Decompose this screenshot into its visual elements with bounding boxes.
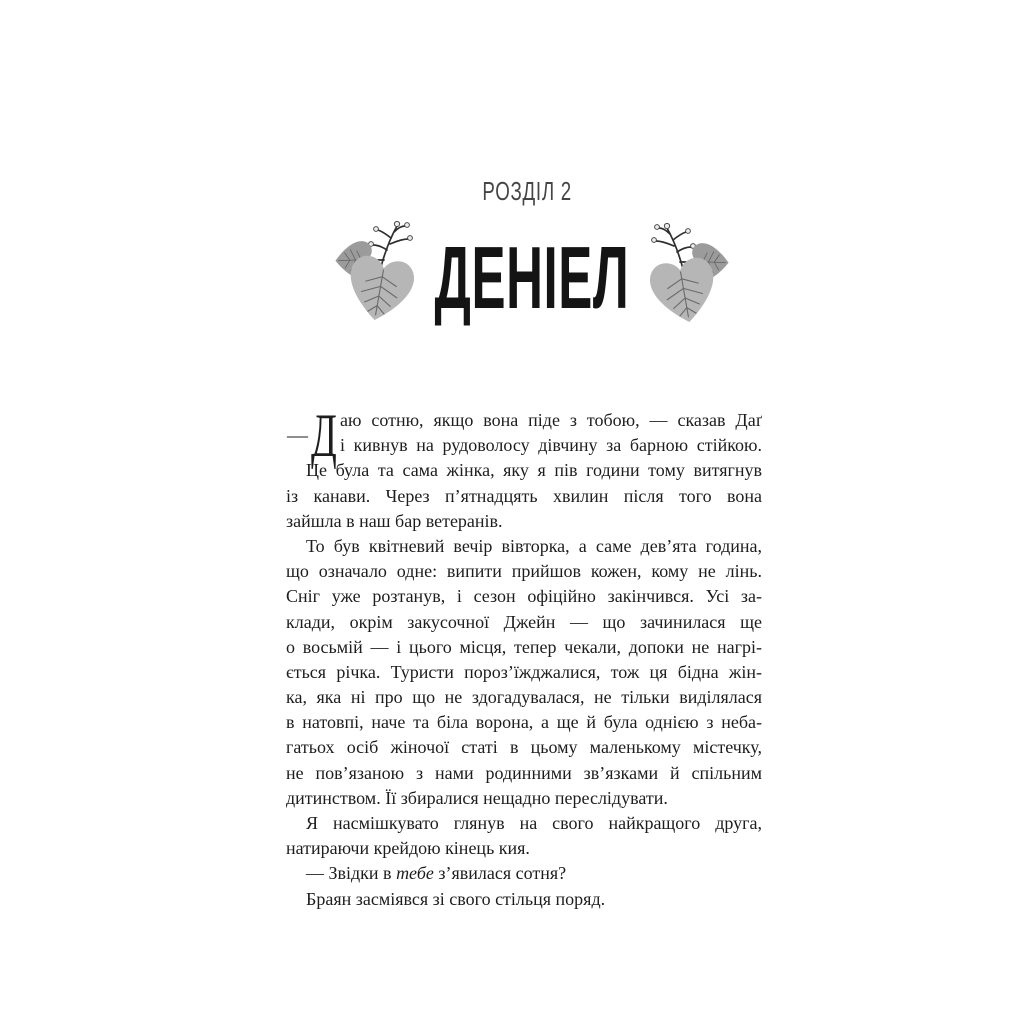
text-line: ється річка. Туристи пороз’їжджалися, тож ця бідна жін-	[286, 661, 762, 682]
chapter-title-label: ДЕНІЕЛ	[434, 228, 630, 327]
leaf-ornament-right-icon	[633, 220, 737, 330]
text-line: Я насмішкувато глянув на свого найкращого друга,	[306, 813, 762, 833]
text-line: із канави. Через п’ятнадцять хвилин після того вона	[286, 485, 762, 506]
text-line: аю сотню, якщо вона піде з тобою, — сказав Даґ	[340, 410, 762, 430]
text-line: — Звідки в тебе з’явилася сотня?	[306, 863, 567, 884]
text-line: Сніг уже розтанув, і сезон офіційно закінчився. Усі за-	[286, 586, 762, 607]
text-line: Браян засміявся зі свого стільця поряд.	[306, 888, 606, 909]
dropcap-letter: Д	[311, 403, 337, 470]
chapter-number	[289, 176, 765, 207]
text-line: ка, яка ні про що не здогадувалася, не тільки виділялася	[286, 687, 762, 708]
text-line: і кивнув на рудоволосу дівчину за барною стійкою.	[340, 435, 762, 456]
text-line: не пов’язаною з нами родинними зв’язками й спільним	[286, 762, 762, 783]
chapter-number-label: РОЗДІЛ 2	[482, 176, 572, 206]
text-line: що означало одне: випити прийшов кожен, кому не лінь.	[286, 561, 762, 582]
text-line: о восьмій — і цього місця, тепер чекали, допоки не нагрі-	[286, 636, 762, 657]
text-line: зайшла в наш бар ветеранів.	[286, 510, 503, 531]
text-line: клади, окрім закусочної Джейн — що зачинилася ще	[286, 611, 762, 632]
text-line: гатьох осіб жіночої статі в цьому маленькому містечку,	[286, 737, 762, 758]
text-line: натираючи крейдою кінець кия.	[286, 838, 530, 859]
paragraph-lines	[286, 403, 762, 912]
text-line: дитинством. Її збиралися нещадно переслідувати.	[286, 787, 668, 808]
dropcap-dash: —	[287, 423, 308, 447]
text-line: в натовпі, наче та біла ворона, а ще й була однією з неба-	[286, 712, 762, 733]
text-line: Це була та сама жінка, яку я пів години тому витягнув	[306, 460, 762, 481]
text-line: То був квітневий вечір вівторка, а саме дев’ята година,	[306, 535, 762, 556]
body-text	[286, 403, 762, 912]
